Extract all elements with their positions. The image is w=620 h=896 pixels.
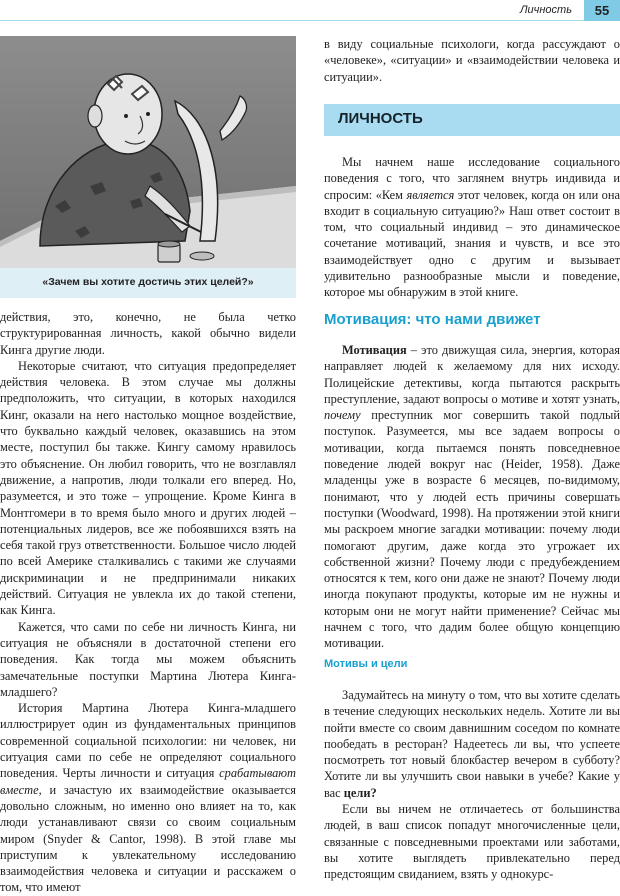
text-span: История Мартина Лютера Кинга-младшего иллюстрирует один из фундаментальных принципов современной социальной психологии: ни человек, ни ситуация сами по себе не определяют социального поведения. Черты личности и ситуация [0, 701, 296, 781]
paragraph: в виду социальные психологи, когда рассуждают о «человеке», «ситуации» и «взаимодействии человека и ситуации». [324, 37, 620, 84]
text-span: этот человек, когда он или она входит в социальную ситуацию?» Наш ответ состоит в том, что социальный индивид – это динамическое сочетание мотиваций, знания и чувств, и все это взаимодействует одно с другим и вызывает удивительно разнообразные мысли и поведение, которое мы обнаружим в этой книге. [324, 187, 620, 300]
cartoon-figure [0, 36, 296, 298]
page-number: 55 [584, 0, 620, 21]
figure-caption: «Зачем вы хотите достичь этих целей?» [42, 276, 254, 288]
text-span: Мы начнем наше исследование социального поведения с того, что заглянем внутрь индивида и спросим: «Кем [324, 155, 620, 202]
subsection-heading: Мотивация: что нами движет [324, 311, 541, 328]
motivation-block [324, 342, 620, 652]
paragraph [324, 154, 620, 301]
paragraph [324, 342, 620, 652]
section-banner [324, 104, 620, 136]
paragraph [324, 687, 620, 801]
running-head: Личность [520, 4, 572, 16]
paragraph: Если вы ничем не отличаетесь от большинства людей, в ваш список попадут многочисленные цели, связанные с повседневными проектами или заботами, вы хотите выглядеть привлекательно перед предстоящим свиданием, взять у однокурс- [324, 802, 620, 882]
paragraph [0, 700, 296, 896]
emphasis: срабатывают вместе, [0, 766, 296, 797]
minor-heading: Мотивы и цели [324, 658, 408, 670]
key-term: Мотивация [342, 343, 407, 357]
right-column-top [324, 36, 620, 85]
text-span: – это движущая сила, энергия, которая направляет людей к желаемому для них исходу. Полицейские детективы, когда пытаются раскрыть преступление, задают вопросы о мотиве и хотят узнать, [324, 343, 620, 406]
emphasis: является [406, 187, 455, 202]
paragraph: действия, это, конечно, не была четко структурированная личность, какой обычно видели Кинга другие люди. [0, 310, 296, 357]
cartoon-illustration [0, 36, 296, 268]
paragraph: Некоторые считают, что ситуация предопределяет действия человека. В этом случае мы должны предположить, что ситуации, в которых находился Кинг, оказали на него настолько мощное воздействие, что буквально каждый человек, оказавшись на этом месте, поступил бы также. Кингу самому нравилось это объяснение. Он любил говорить, что не возглавлял движение, а напротив, люди толкали его вперед. Но, разумеется, и это тоже – упрощение. Кроме Кинга в Монтгомери в то время было много и других людей – потенциальных лидеров, все же побоявшихся взять на себя такой груз ответственности. Большое число людей по всей Америке сталкивались с такими же случаями дискриминации и не предпринимали никаких действий. Ситуация не увлекла их до такой степени, как Кинга. [0, 358, 296, 618]
text-span: Задумайтесь на минуту о том, что вы хотите сделать в течение следующих нескольких недель. Хотите ли вы пойти вместе со своим давнишним соседом по комнате пообедать в ресторан? Надеетесь ли вы, что успеете посмотреть тот новый блокбастер вечером в субботу? Хотите ли вы улучшить свои навыки в учебе? Какие у вас [324, 688, 620, 800]
section-title: ЛИЧНОСТЬ [338, 110, 423, 127]
text-span: и зачастую их взаимодействие оказывается довольно сложным, но именно оно влияет на то, как люди устанавливают связи со своим социальным миром (Snyder & Cantor, 1998). В этой главе мы приступим к увлекательному исследованию взаимодействия человека и ситуации и расскажем о том, что имеют [0, 782, 296, 895]
goals-block [324, 687, 620, 883]
emphasis: почему [324, 408, 361, 423]
left-column [0, 309, 296, 896]
page-header [0, 0, 620, 22]
text-span: преступник мог совершить такой подлый поступок. Разумеется, мы все задаем вопросы о мотивации, когда пытаемся понять повседневное поведение людей вокруг нас (Heider, 1958). Даже младенцы уже в возрасте 6 месяцев, по-видимому, понимают, что у людей есть причины совершать поступки (Woodward, 1998). На протяжении этой книги мы раскроем многие загадки мотивации: почему люди помогают другим, даже когда это угрожает их собственной жизни? Почему люди с предубеждением относятся к тем, кого они даже не знают? Почему люди иногда покупают продукты, которые им не нужны и которым они не могут найти применение? Сейчас мы начнем с того, что дадим более общую концепцию мотивации. [324, 408, 620, 651]
header-rule [0, 20, 620, 21]
key-term: цели? [343, 785, 377, 800]
paragraph: Кажется, что сами по себе ни личность Кинга, ни ситуация не объясняли в достаточной степени его поведения. Как тогда мы можем объяснить замечательные поступки Мартина Лютера Кинга-младшего? [0, 619, 296, 699]
intro-block [324, 154, 620, 301]
